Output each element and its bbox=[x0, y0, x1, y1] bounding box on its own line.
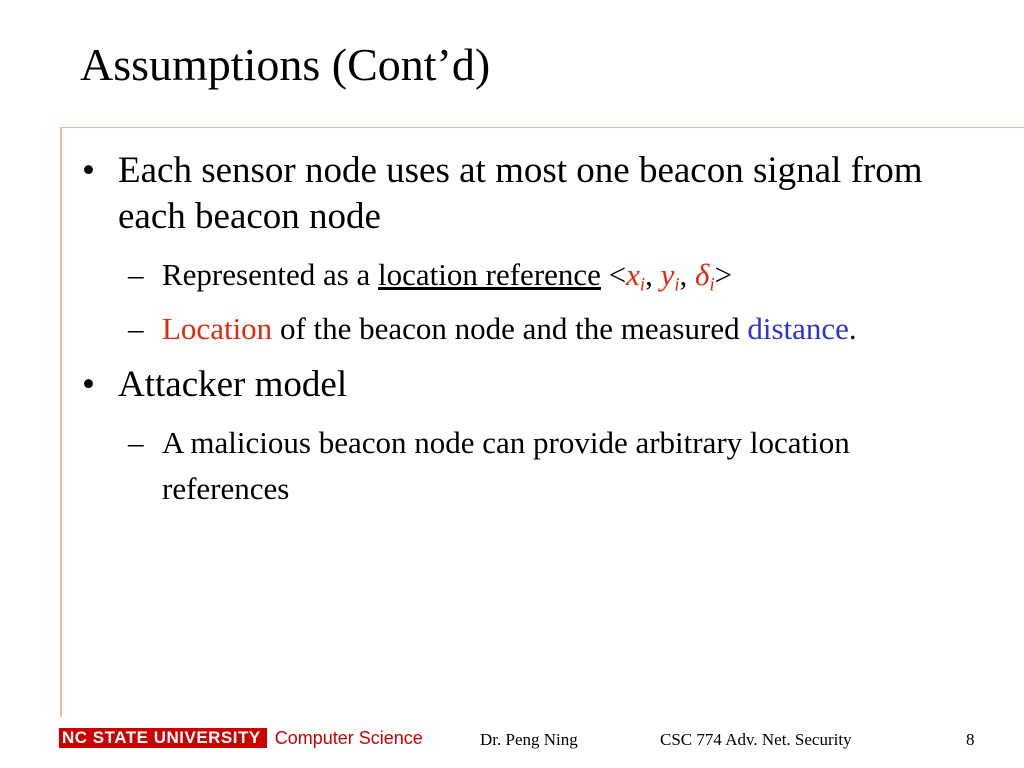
bullet-text: Each sensor node uses at most one beacon signal from each beacon node bbox=[118, 150, 923, 237]
slide-body bbox=[80, 148, 980, 520]
distance-term: distance bbox=[747, 311, 849, 346]
page-number: 8 bbox=[966, 730, 975, 749]
title-divider bbox=[60, 127, 1024, 128]
sub-bullet-prefix: Represented as a bbox=[162, 257, 379, 292]
sub-bullet-malicious-beacon bbox=[80, 420, 980, 512]
ncsu-logo bbox=[59, 728, 423, 748]
sub-bullet-mid: of the beacon node and the measured bbox=[272, 311, 748, 346]
bullet-attacker-model bbox=[80, 362, 980, 408]
slide-title: Assumptions (Cont’d) bbox=[80, 39, 491, 90]
math-sub-i: i bbox=[709, 274, 715, 296]
sub-bullet-end: . bbox=[848, 311, 857, 346]
footer-author: Dr. Peng Ning bbox=[480, 730, 578, 749]
angle-close: > bbox=[714, 257, 733, 292]
math-sub-i: i bbox=[639, 274, 646, 296]
sub-bullet-location-distance bbox=[80, 306, 980, 352]
bullet-mark: • bbox=[82, 364, 95, 405]
math-x: x bbox=[626, 257, 640, 292]
dash-mark: – bbox=[128, 425, 144, 460]
dash-mark: – bbox=[128, 311, 144, 346]
location-reference-term: location reference bbox=[378, 257, 601, 292]
sub-bullet-text: A malicious beacon node can provide arbitrary location references bbox=[162, 425, 850, 506]
location-term: Location bbox=[162, 311, 273, 346]
department-name: Computer Science bbox=[274, 728, 423, 748]
sub-bullet-location-reference bbox=[80, 252, 980, 298]
footer-course: CSC 774 Adv. Net. Security bbox=[660, 730, 852, 749]
math-y: y bbox=[660, 257, 675, 292]
angle-open: < bbox=[600, 257, 627, 292]
bullet-text: Attacker model bbox=[118, 364, 348, 405]
math-sub-i: i bbox=[674, 274, 680, 296]
bullet-mark: • bbox=[82, 150, 95, 191]
ncsu-wordmark: NC STATE UNIVERSITY bbox=[59, 728, 267, 748]
math-delta: δ bbox=[695, 257, 710, 292]
bullet-sensor-node bbox=[80, 148, 980, 240]
comma-2: , bbox=[679, 257, 696, 292]
dash-mark: – bbox=[128, 257, 144, 292]
left-margin-rule bbox=[60, 127, 62, 717]
comma-1: , bbox=[645, 257, 661, 292]
